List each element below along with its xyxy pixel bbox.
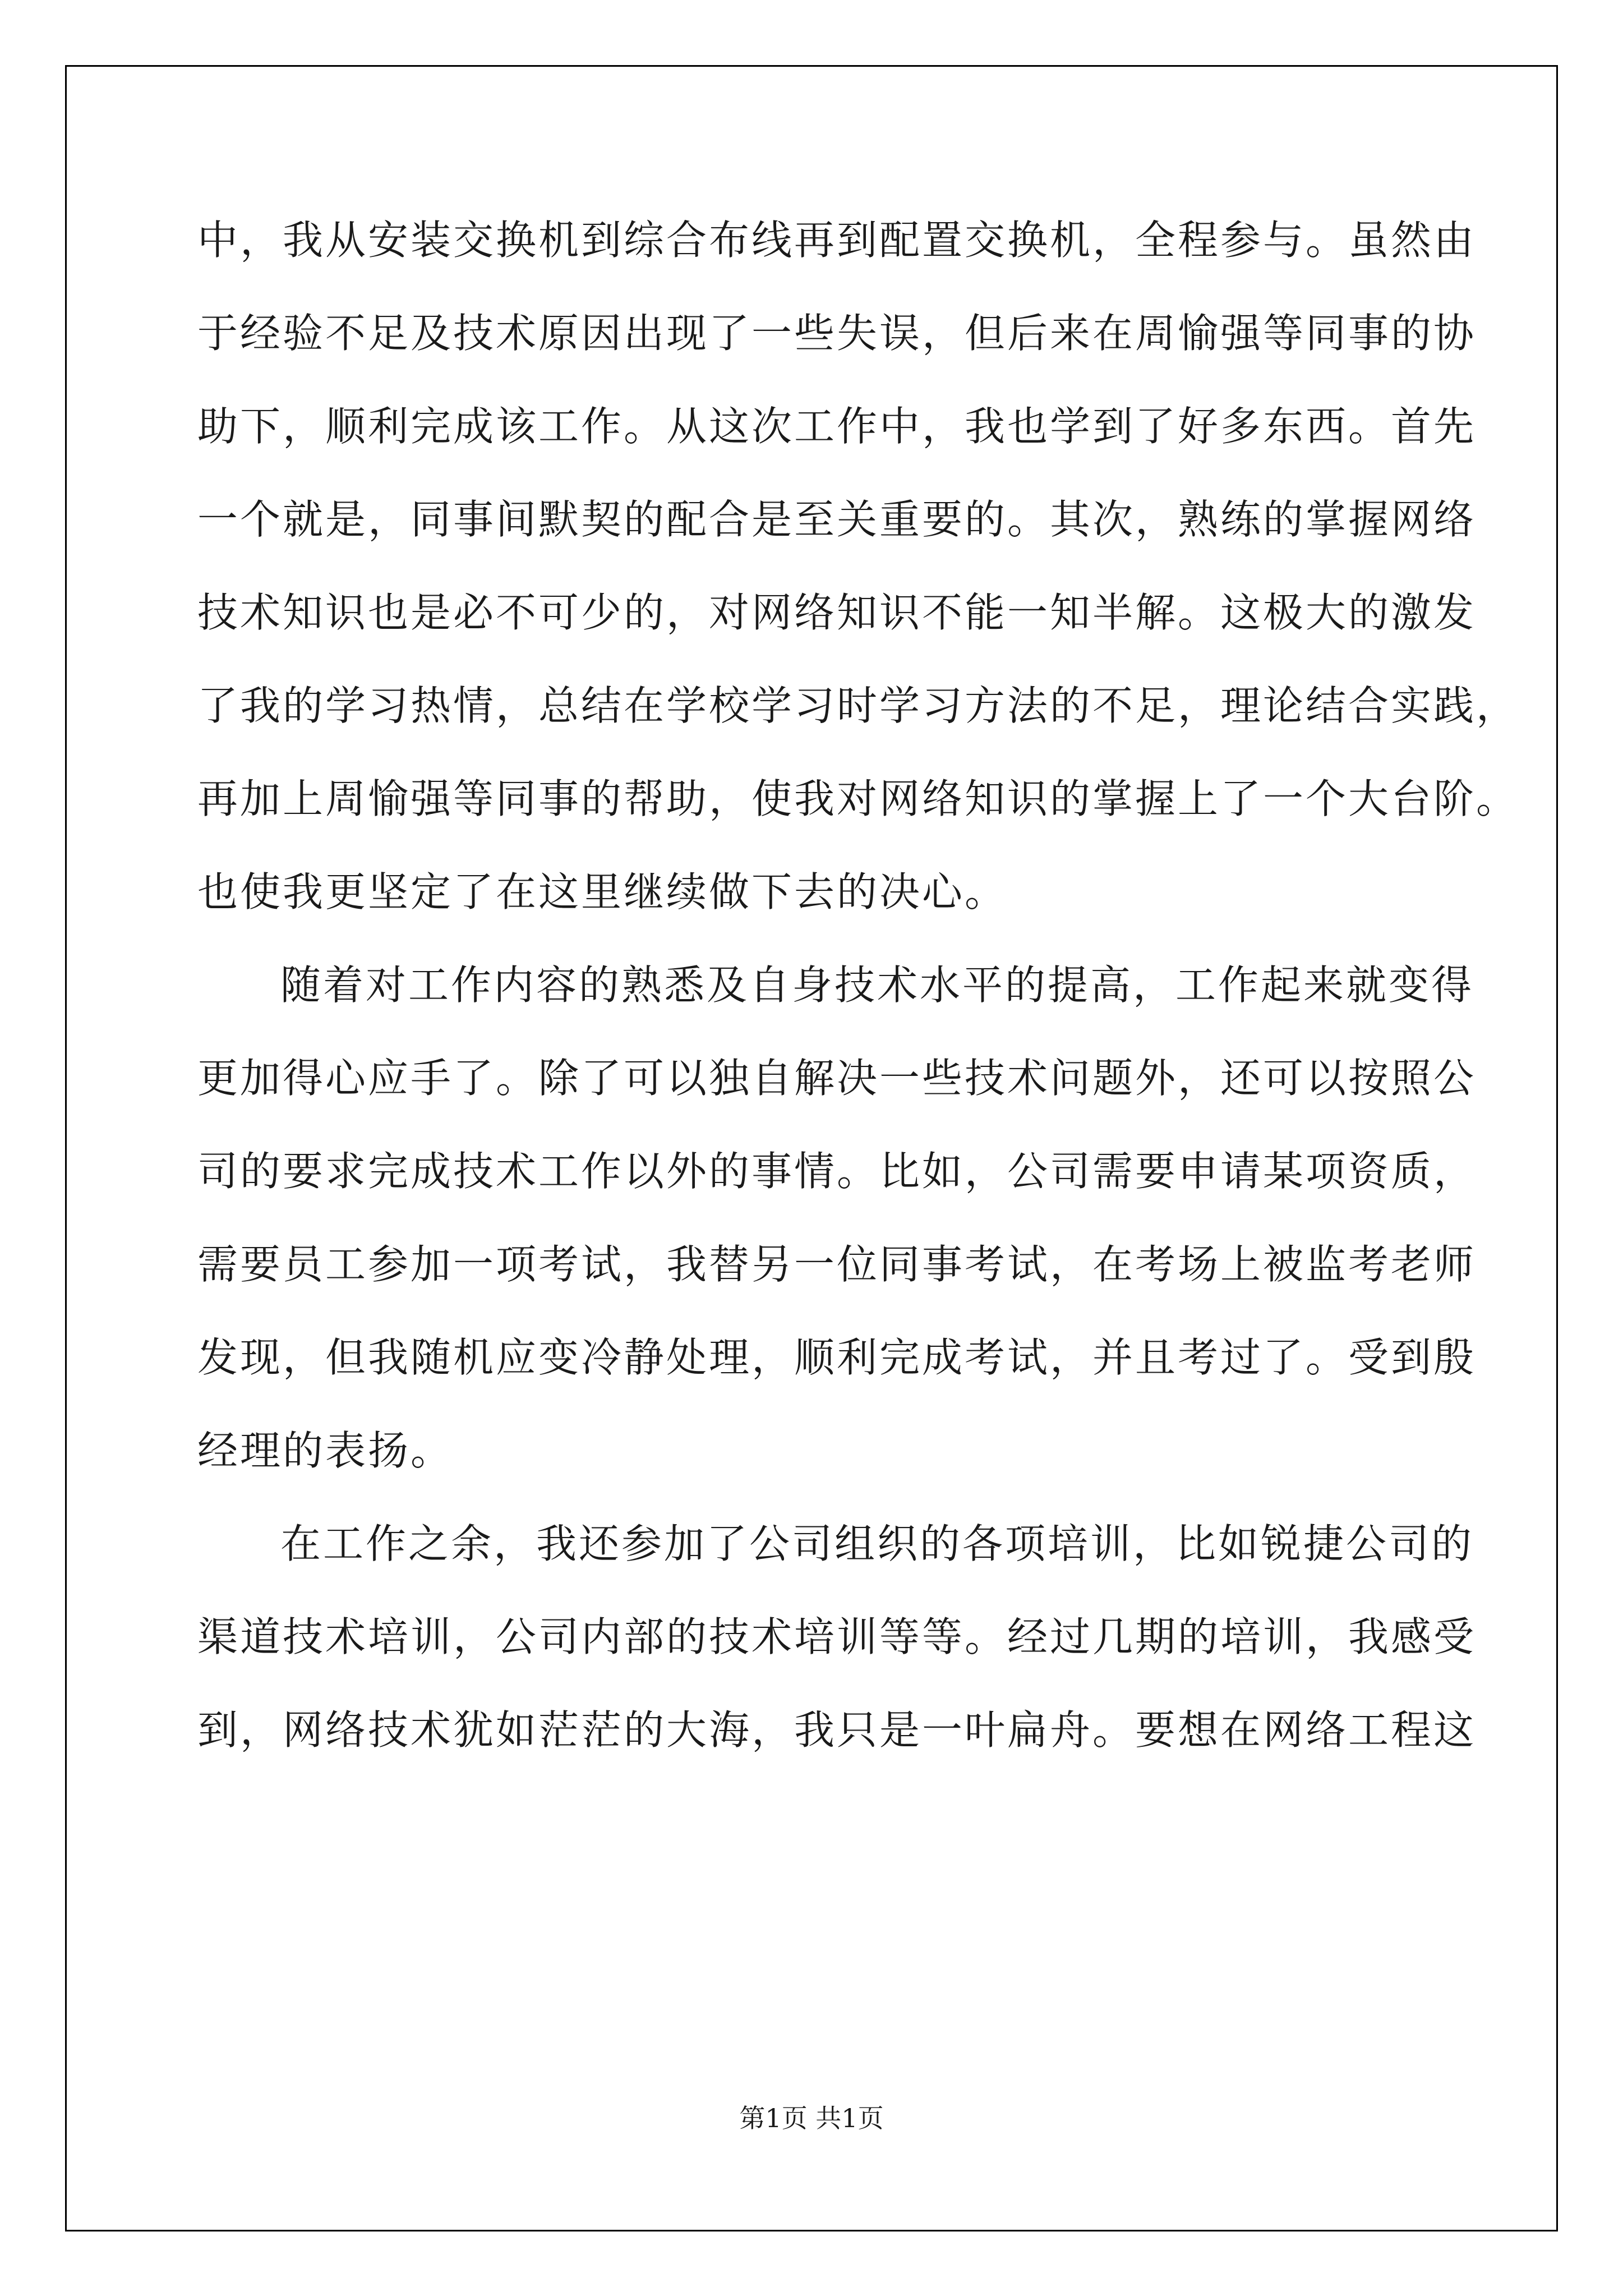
text-line: 需要员工参加一项考试，我替另一位同事考试，在考场上被监考老师 bbox=[197, 1241, 1477, 1288]
paragraph-start-line: 在工作之余，我还参加了公司组织的各项培训，比如锐捷公司的 bbox=[280, 1520, 1474, 1567]
text-line: 一个就是，同事间默契的配合是至关重要的。其次，熟练的掌握网络 bbox=[197, 496, 1477, 543]
text-line: 于经验不足及技术原因出现了一些失误，但后来在周愉强等同事的协 bbox=[197, 310, 1477, 357]
paragraph-start-line: 随着对工作内容的熟悉及自身技术水平的提高，工作起来就变得 bbox=[280, 961, 1474, 1009]
text-line: 再加上周愉强等同事的帮助，使我对网络知识的掌握上了一个大台阶。 bbox=[197, 775, 1519, 822]
text-line: 了我的学习热情，总结在学校学习时学习方法的不足，理论结合实践， bbox=[197, 682, 1519, 729]
text-line: 也使我更坚定了在这里继续做下去的决心。 bbox=[197, 868, 1008, 915]
text-line: 技术知识也是必不可少的，对网络知识不能一知半解。这极大的激发 bbox=[197, 589, 1477, 636]
text-line: 更加得心应手了。除了可以独自解决一些技术问题外，还可以按照公 bbox=[197, 1055, 1477, 1102]
page-footer: 第1页 共1页 bbox=[739, 2103, 884, 2133]
text-line: 经理的表扬。 bbox=[197, 1427, 454, 1474]
text-line: 发现，但我随机应变冷静处理，顺利完成考试，并且考过了。受到殷 bbox=[197, 1334, 1477, 1381]
text-line: 助下，顺利完成该工作。从这次工作中，我也学到了好多东西。首先 bbox=[197, 403, 1477, 450]
text-line: 到，网络技术犹如茫茫的大海，我只是一叶扁舟。要想在网络工程这 bbox=[197, 1706, 1477, 1754]
text-line: 司的要求完成技术工作以外的事情。比如，公司需要申请某项资质， bbox=[197, 1148, 1477, 1195]
text-line: 中，我从安装交换机到综合布线再到配置交换机，全程参与。虽然由 bbox=[197, 217, 1477, 264]
text-line: 渠道技术培训，公司内部的技术培训等等。经过几期的培训，我感受 bbox=[197, 1613, 1477, 1660]
